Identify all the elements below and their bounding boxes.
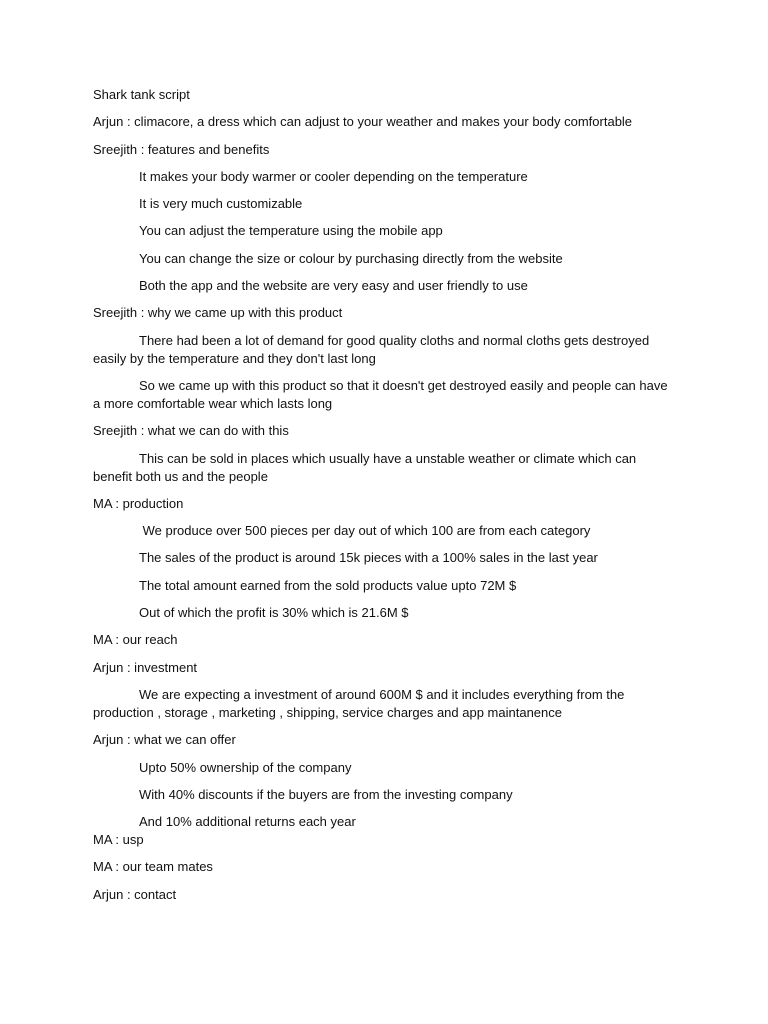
script-line-ma-production: MA : production <box>93 495 184 511</box>
production-point: Out of which the profit is 30% which is 21.6M $ <box>139 605 409 621</box>
production-point: We produce over 500 pieces per day out of which 100 are from each category <box>139 523 591 539</box>
production-point: The sales of the product is around 15k pieces with a 100% sales in the last year <box>139 550 598 566</box>
feature-point: Both the app and the website are very easy and user friendly to use <box>139 278 528 294</box>
offer-point: Upto 50% ownership of the company <box>139 759 352 775</box>
feature-point: It is very much customizable <box>139 196 303 212</box>
script-line-arjun-contact: Arjun : contact <box>93 886 177 902</box>
feature-point: You can change the size or colour by purchasing directly from the website <box>139 250 563 266</box>
feature-point: It makes your body warmer or cooler depending on the temperature <box>139 168 528 184</box>
script-line-sreejith-why: Sreejith : why we came up with this product <box>93 305 343 321</box>
script-line-arjun-intro: Arjun : climacore, a dress which can adjust to your weather and makes your body comfortable <box>93 114 633 130</box>
offer-point: And 10% additional returns each year <box>139 814 356 830</box>
production-point: The total amount earned from the sold products value upto 72M $ <box>139 577 517 593</box>
reason-point: There had been a lot of demand for good quality cloths and normal cloths gets destroyed easily by the temperature and they don't last long <box>93 332 650 366</box>
script-line-ma-team: MA : our team mates <box>93 859 213 875</box>
document-body <box>93 86 677 913</box>
document-title: Shark tank script <box>93 87 190 102</box>
script-line-ma-reach: MA : our reach <box>93 632 178 648</box>
feature-point: You can adjust the temperature using the mobile app <box>139 223 443 239</box>
usage-point: This can be sold in places which usually have a unstable weather or climate which can benefit both us and the people <box>93 450 637 484</box>
script-line-sreejith-what: Sreejith : what we can do with this <box>93 423 289 439</box>
script-line-sreejith-features: Sreejith : features and benefits <box>93 141 270 157</box>
script-line-ma-usp: MA : usp <box>93 832 144 848</box>
script-line-arjun-offer: Arjun : what we can offer <box>93 732 236 748</box>
offer-point: With 40% discounts if the buyers are from the investing company <box>139 786 513 802</box>
investment-point: We are expecting a investment of around 600M $ and it includes everything from the production , storage , marketing , shipping, service charges and app maintanence <box>93 686 625 720</box>
reason-point: So we came up with this product so that it doesn't get destroyed easily and people can have a more comfortable wear which lasts long <box>93 377 668 411</box>
script-line-arjun-investment: Arjun : investment <box>93 659 198 675</box>
